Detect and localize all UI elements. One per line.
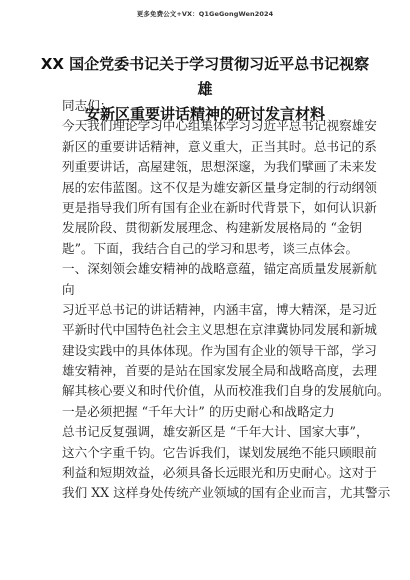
body-line: 习近平总书记的讲话精神，内涵丰富，博大精深，是习近	[62, 301, 377, 317]
section-heading-line: 一、深刻领会雄安精神的战略意蕴，锚定高质量发展新航	[62, 261, 377, 277]
body-line: 新区的重要讲话精神，意义重大，正当其时。总书记的系	[62, 138, 377, 154]
body-line: 我们 XX 这样身处传统产业领域的国有企业而言，尤其警示	[62, 485, 391, 501]
body-line: 雄安精神，首要的是站在国家发展全局和战略高度，去理	[62, 363, 377, 379]
subheading-line: 一是必须把握 “千年大计” 的历史耐心和战略定力	[62, 403, 335, 419]
body-line: 匙”。下面，我结合自己的学习和思考，谈三点体会。	[62, 240, 359, 256]
body-line: 列重要讲话，高屋建瓴，思想深邃，为我们擘画了未来发	[62, 159, 377, 175]
body-line: 利益和短期效益，必须具备长远眼光和历史耐心。这对于	[62, 465, 377, 481]
body-line: 发展阶段、贯彻新发展理念、构建新发展格局的 “金钥	[62, 220, 363, 236]
body-line: 展的宏伟蓝图。这不仅是为雄安新区量身定制的行动纲领	[62, 179, 377, 195]
header-note: 更多免费公文+VX：Q1GeGongWen2024	[136, 10, 274, 18]
document-body	[62, 96, 391, 504]
body-line: 平新时代中国特色社会主义思想在京津冀协同发展和新城	[62, 322, 377, 338]
body-line: 解其核心要义和时代价值，从而校准我们自身的发展航向。	[62, 383, 390, 399]
body-line: 这六个字重千钧。它告诉我们，谋划发展绝不能只顾眼前	[62, 444, 377, 460]
body-line: 今天我们理论学习中心组集体学习习近平总书记视察雄安	[62, 118, 377, 134]
body-line: 更是指导我们所有国有企业在新时代背景下，如何认识新	[62, 199, 377, 215]
title-line-2: 安新区重要讲话精神的研讨发言材料	[84, 105, 325, 123]
body-line: 总书记反复强调，雄安新区是 “千年大计、国家大事”，	[62, 424, 369, 440]
title-line-1: XX 国企党委书记关于学习贯彻习近平总书记视察雄	[40, 55, 370, 98]
section-heading-line: 向	[62, 281, 75, 297]
body-line: 同志们：	[62, 98, 113, 113]
body-line: 建设实践中的具体体现。作为国有企业的领导干部，学习	[62, 342, 377, 358]
